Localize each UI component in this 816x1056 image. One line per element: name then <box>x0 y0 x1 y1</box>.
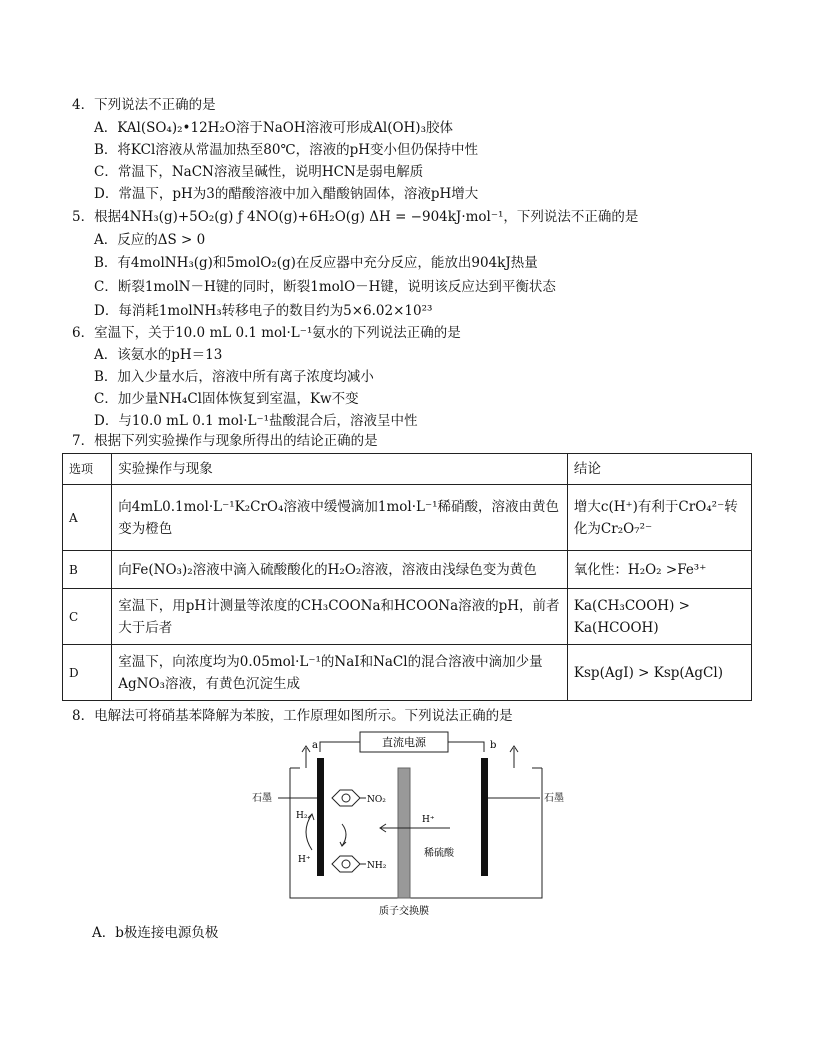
h2-label: H₂ <box>296 811 308 821</box>
electrolysis-diagram <box>250 728 570 924</box>
row-conclusion: Ksp(AgI) > Ksp(AgCl) <box>567 645 751 701</box>
right-electrode <box>481 758 488 876</box>
q6-option-a: A．该氨水的pH＝13 <box>94 347 223 363</box>
q6-option-d: D．与10.0 mL 0.1 mol·L⁻¹盐酸混合后，溶液呈中性 <box>94 413 418 429</box>
power-label: 直流电源 <box>382 736 426 749</box>
q4-option-a: A．KAl(SO₄)₂•12H₂O溶于NaOH溶液可形成Al(OH)₃胶体 <box>94 120 453 136</box>
hplus-left-label: H⁺ <box>298 855 311 865</box>
row-operation: 室温下，向浓度均为0.05mol·L⁻¹的NaI和NaCl的混合溶液中滴加少量AgNO₃溶液，有黄色沉淀生成 <box>112 645 568 701</box>
table-row <box>63 551 752 589</box>
header-operation: 实验操作与现象 <box>112 454 568 485</box>
terminal-b: b <box>490 740 497 751</box>
terminal-a: a <box>312 740 318 751</box>
row-operation: 向Fe(NO₃)₂溶液中滴入硫酸酸化的H₂O₂溶液，溶液由浅绿色变为黄色 <box>112 551 568 589</box>
q7-stem: 7．根据下列实验操作与现象所得出的结论正确的是 <box>72 433 378 449</box>
row-conclusion: Ka(CH₃COOH) > Ka(HCOOH) <box>567 589 751 645</box>
vent-left <box>302 746 310 768</box>
nh2-label: NH₂ <box>367 861 387 871</box>
row-operation: 室温下，用pH计测量等浓度的CH₃COONa和HCOONa溶液的pH，前者大于后者 <box>112 589 568 645</box>
row-conclusion: 增大c(H⁺)有利于CrO₄²⁻转化为Cr₂O₇²⁻ <box>567 485 751 551</box>
right-graphite-label: 石墨 <box>544 793 564 804</box>
q5-option-d: D．每消耗1molNH₃转移电子的数目约为5×6.02×10²³ <box>94 303 433 319</box>
nitrobenzene-ring <box>332 790 360 806</box>
cell-container <box>290 768 542 898</box>
q4-option-d: D．常温下，pH为3的醋酸溶液中加入醋酸钠固体，溶液pH增大 <box>94 186 479 202</box>
proton-exchange-membrane <box>398 768 410 898</box>
row-option: D <box>63 645 112 701</box>
q4-option-b: B．将KCl溶液从常温加热至80℃，溶液的pH变小但仍保持中性 <box>94 142 478 158</box>
q4-option-c: C．常温下，NaCN溶液呈碱性，说明HCN是弱电解质 <box>94 164 424 180</box>
q5-option-b: B．有4molNH₃(g)和5molO₂(g)在反应器中充分反应，能放出904kJ热量 <box>94 255 538 271</box>
table-row <box>63 645 752 701</box>
experiment-table <box>62 453 752 701</box>
q5-stem: 5．根据4NH₃(g)+5O₂(g) ƒ 4NO(g)+6H₂O(g) ΔH = −904kJ·mol⁻¹，下列说法不正确的是 <box>72 209 639 225</box>
row-option: B <box>63 551 112 589</box>
wire-right <box>448 742 484 752</box>
table-row <box>63 589 752 645</box>
membrane-caption: 质子交换膜 <box>379 906 429 917</box>
hplus-mid-label: H⁺ <box>422 815 435 825</box>
no2-label: NO₂ <box>367 795 386 805</box>
wire-left <box>320 742 360 752</box>
q5-option-c: C．断裂1molN－H键的同时，断裂1molO－H键，说明该反应达到平衡状态 <box>94 279 556 295</box>
aniline-ring <box>332 856 360 872</box>
left-electrode <box>317 758 324 876</box>
q8-option-a: A．b极连接电源负极 <box>92 925 219 941</box>
q6-option-b: B．加入少量水后，溶液中所有离子浓度均减小 <box>94 369 374 385</box>
row-conclusion: 氧化性：H₂O₂ >Fe³⁺ <box>567 551 751 589</box>
q6-stem: 6．室温下，关于10.0 mL 0.1 mol·L⁻¹氨水的下列说法正确的是 <box>72 325 461 341</box>
row-option: A <box>63 485 112 551</box>
vent-right <box>510 746 518 768</box>
q5-option-a: A．反应的ΔS > 0 <box>94 232 206 248</box>
row-operation: 向4mL0.1mol·L⁻¹K₂CrO₄溶液中缓慢滴加1mol·L⁻¹稀硝酸，溶液由黄色变为橙色 <box>112 485 568 551</box>
q6-option-c: C．加少量NH₄Cl固体恢复到室温，Kw不变 <box>94 391 359 407</box>
header-option: 选项 <box>63 454 112 485</box>
table-row <box>63 485 752 551</box>
table-header-row <box>63 454 752 485</box>
row-option: C <box>63 589 112 645</box>
left-graphite-label: 石墨 <box>252 793 272 804</box>
header-conclusion: 结论 <box>567 454 751 485</box>
acid-label: 稀硫酸 <box>424 848 454 859</box>
q4-stem: 4．下列说法不正确的是 <box>72 97 216 113</box>
q8-stem: 8．电解法可将硝基苯降解为苯胺，工作原理如图所示。下列说法正确的是 <box>72 708 513 724</box>
